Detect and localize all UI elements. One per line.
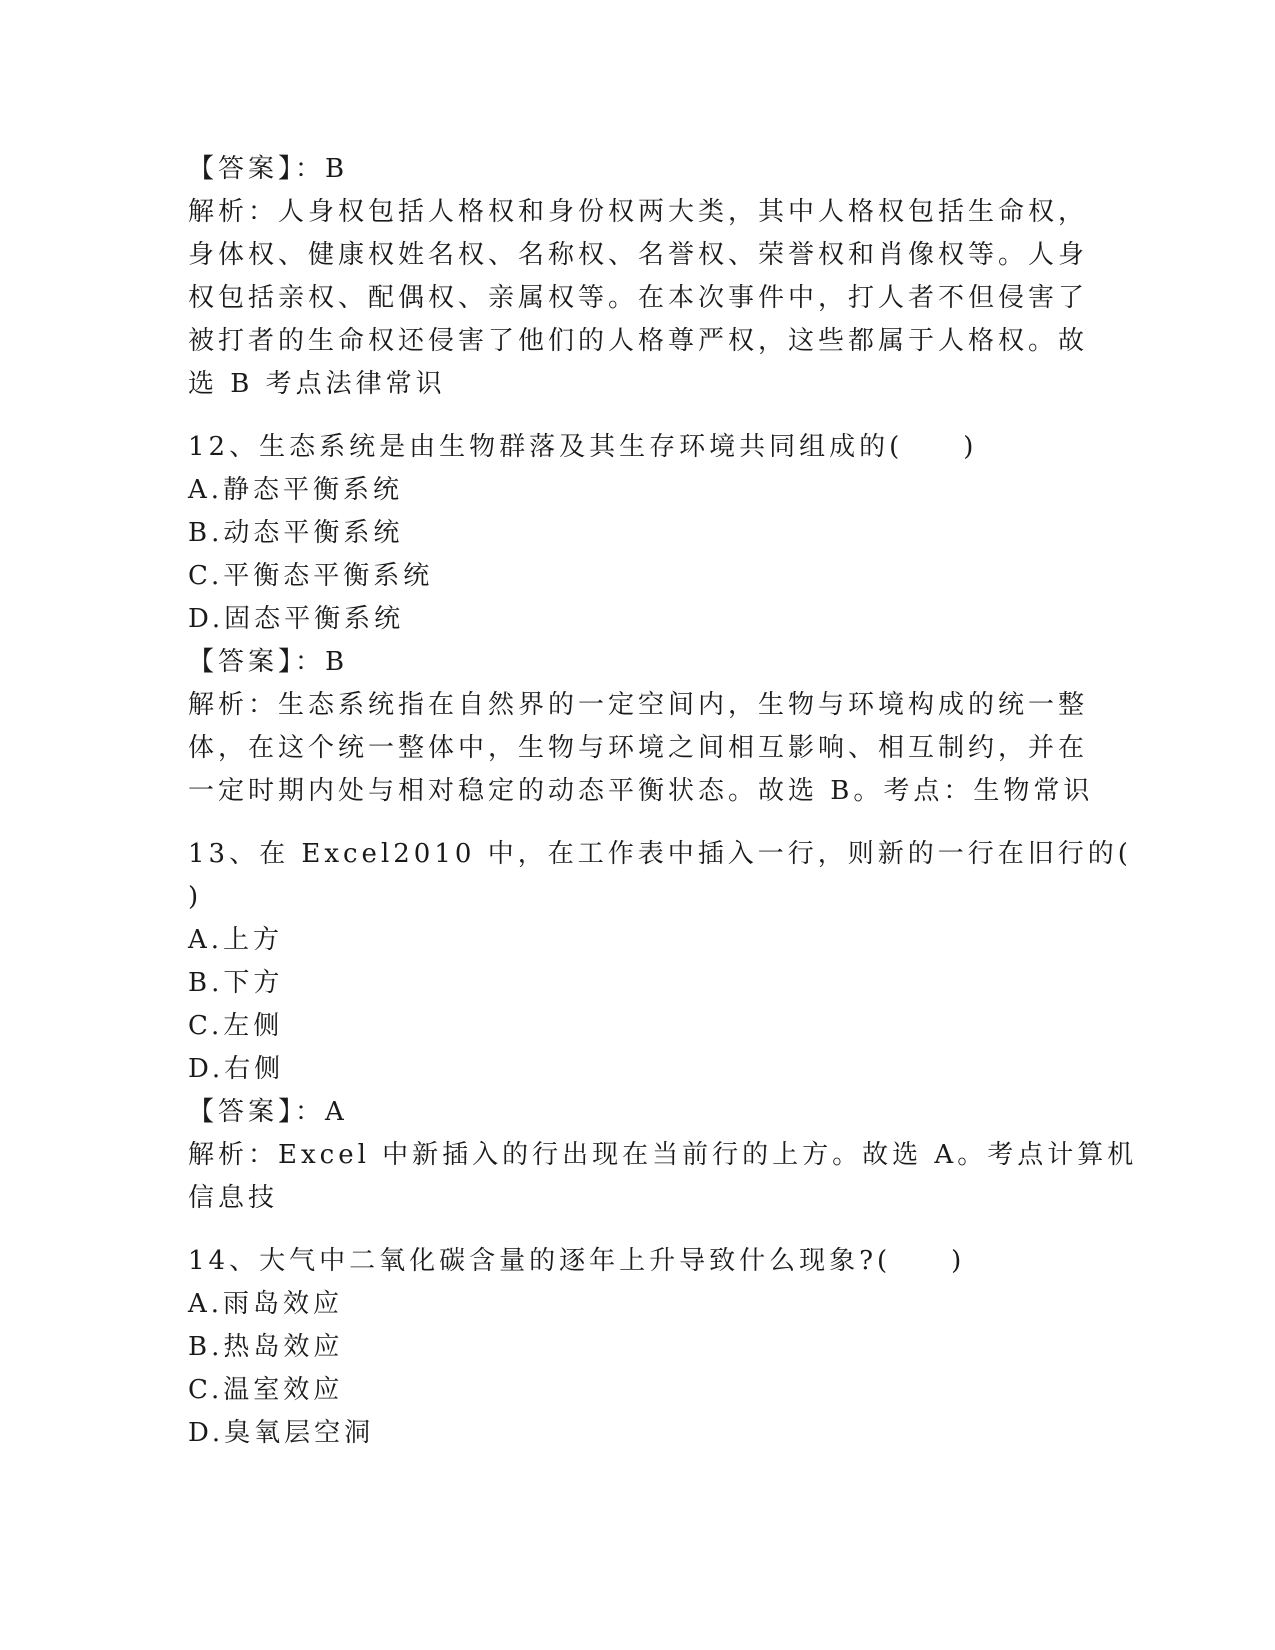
option-c: C.左侧	[188, 1011, 284, 1041]
analysis-line: 身体权、健康权姓名权、名称权、名誉权、荣誉权和肖像权等。人身	[188, 240, 1089, 270]
analysis-line: 体，在这个统一整体中，生物与环境之间相互影响、相互制约，并在	[188, 733, 1089, 763]
option-c: C.平衡态平衡系统	[188, 561, 434, 591]
question-12	[188, 426, 1094, 813]
analysis-line: 解析：生态系统指在自然界的一定空间内，生物与环境构成的统一整	[188, 690, 1089, 720]
option-b: B.动态平衡系统	[188, 518, 404, 548]
analysis-line: 解析：人身权包括人格权和身份权两大类，其中人格权包括生命权，	[188, 197, 1089, 227]
option-c: C.温室效应	[188, 1375, 344, 1405]
answer-label: 【答案】：B	[188, 647, 349, 677]
option-d: D.固态平衡系统	[188, 604, 405, 634]
option-d: D.右侧	[188, 1054, 285, 1084]
option-a: A.静态平衡系统	[188, 475, 404, 505]
analysis-line: 权包括亲权、配偶权、亲属权等。在本次事件中，打人者不但侵害了	[188, 283, 1089, 313]
analysis-line: 选 B 考点法律常识	[188, 369, 446, 399]
question-stem-continued: )	[188, 882, 203, 912]
document-page	[188, 148, 1138, 1455]
question-11-answer-block	[188, 148, 1089, 406]
analysis-line: 解析：Excel 中新插入的行出现在当前行的上方。故选 A。考点计算机	[188, 1140, 1138, 1170]
option-b: B.下方	[188, 968, 284, 998]
question-stem: 14、大气中二氧化碳含量的逐年上升导致什么现象?( )	[188, 1246, 966, 1276]
question-14	[188, 1240, 1068, 1455]
option-a: A.上方	[188, 925, 284, 955]
answer-label: 【答案】：B	[188, 154, 349, 184]
analysis-line: 信息技	[188, 1183, 279, 1213]
question-13	[188, 833, 1138, 1220]
answer-label: 【答案】：A	[188, 1097, 348, 1127]
option-a: A.雨岛效应	[188, 1289, 344, 1319]
option-d: D.臭氧层空洞	[188, 1418, 375, 1448]
question-stem: 13、在 Excel2010 中，在工作表中插入一行，则新的一行在旧行的(	[188, 839, 1132, 869]
question-stem: 12、生态系统是由生物群落及其生存环境共同组成的( )	[188, 432, 978, 462]
option-b: B.热岛效应	[188, 1332, 344, 1362]
analysis-line: 一定时期内处与相对稳定的动态平衡状态。故选 B。考点：生物常识	[188, 776, 1094, 806]
analysis-line: 被打者的生命权还侵害了他们的人格尊严权，这些都属于人格权。故	[188, 326, 1089, 356]
